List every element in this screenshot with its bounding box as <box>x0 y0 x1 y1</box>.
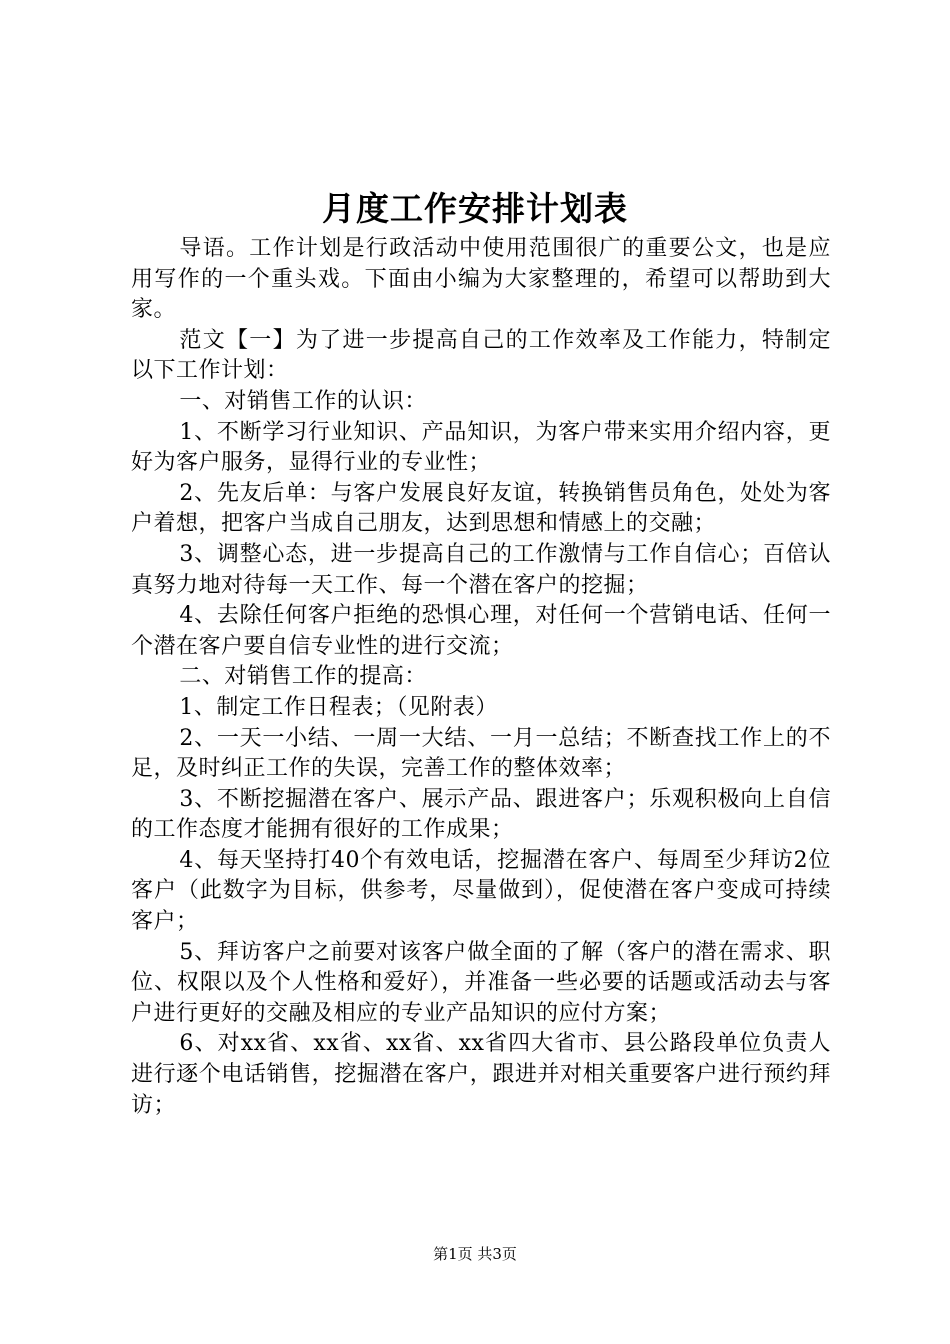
paragraph-item: 3、不断挖掘潜在客户、展示产品、跟进客户；乐观积极向上自信的工作态度才能拥有很好的工作成果； <box>131 786 831 843</box>
paragraph-intro: 导语。工作计划是行政活动中使用范围很广的重要公文，也是应用写作的一个重头戏。下面由小编为大家整理的，希望可以帮助到大家。 <box>131 236 831 323</box>
paragraph-item: 6、对xx省、xx省、xx省、xx省四大省市、县公路段单位负责人进行逐个电话销售，挖掘潜在客户，跟进并对相关重要客户进行预约拜访； <box>131 1031 831 1118</box>
paragraph-item: 3、调整心态，进一步提高自己的工作激情与工作自信心；百倍认真努力地对待每一天工作、每一个潜在客户的挖掘； <box>131 541 831 598</box>
page-footer: 第1页 共3页 <box>433 1245 517 1263</box>
paragraph-item: 2、一天一小结、一周一大结、一月一总结；不断查找工作上的不足，及时纠正工作的失误，完善工作的整体效率； <box>131 725 831 782</box>
paragraph-item: 4、去除任何客户拒绝的恐惧心理，对任何一个营销电话、任何一个潜在客户要自信专业性的进行交流； <box>131 603 831 659</box>
paragraph-item: 1、制定工作日程表；（见附表） <box>179 694 498 720</box>
paragraph-item: 4、每天坚持打40个有效电话，挖掘潜在客户、每周至少拜访2位客户（此数字为目标，供参考，尽量做到），促使潜在客户变成可持续客户； <box>131 847 831 935</box>
paragraph-sample-one: 范文【一】为了进一步提高自己的工作效率及工作能力，特制定以下工作计划： <box>131 327 831 384</box>
paragraph-item: 2、先友后单：与客户发展良好友谊，转换销售员角色，处处为客户着想，把客户当成自己朋友，达到思想和情感上的交融； <box>131 480 831 537</box>
document-title: 月度工作安排计划表 <box>322 189 628 228</box>
section-heading-improvement: 二、对销售工作的提高： <box>179 664 427 690</box>
paragraph-item: 5、拜访客户之前要对该客户做全面的了解（客户的潜在需求、职位、权限以及个人性格和爱好），并准备一些必要的话题或活动去与客户进行更好的交融及相应的专业产品知识的应付方案； <box>131 939 831 1026</box>
paragraph-item: 1、不断学习行业知识、产品知识，为客户带来实用介绍内容，更好为客户服务，显得行业的专业性； <box>131 419 831 476</box>
section-heading-awareness: 一、对销售工作的认识： <box>179 388 427 414</box>
document-body <box>131 234 831 1121</box>
